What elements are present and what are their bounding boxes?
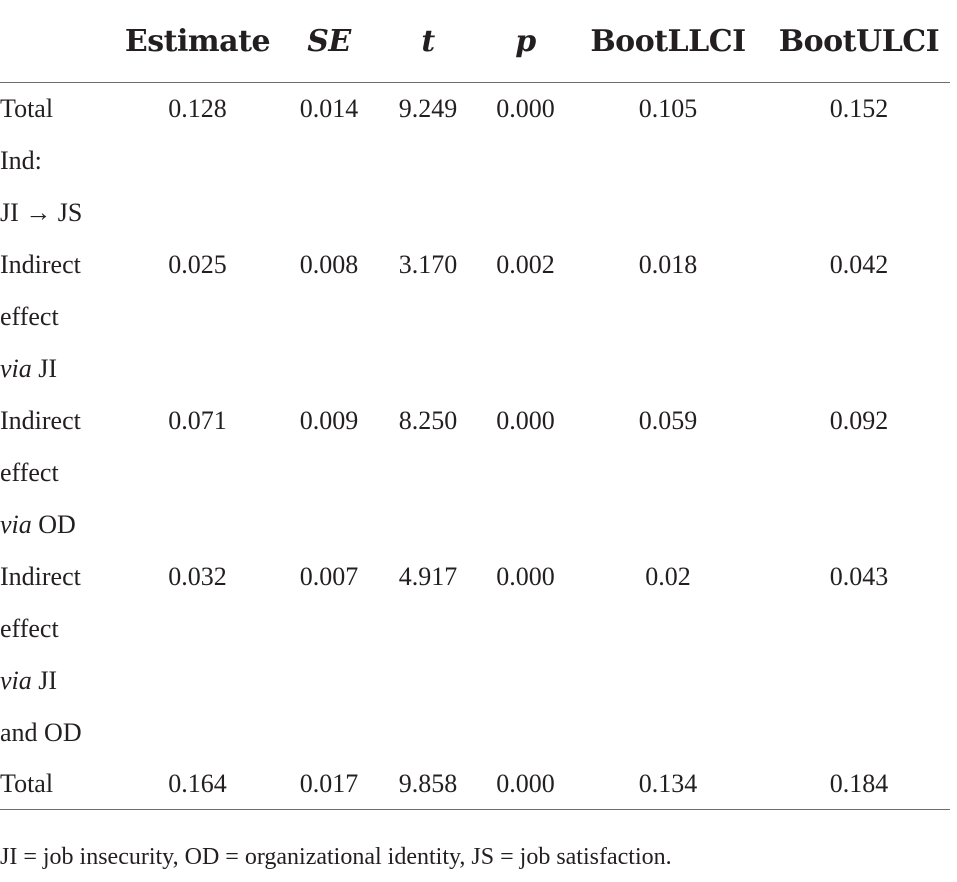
cell-bootulci: 0.043 — [829, 562, 889, 591]
cell-bootllci: 0.02 — [645, 562, 691, 591]
cell-estimate: 0.071 — [168, 406, 227, 435]
cell-estimate: 0.025 — [168, 250, 227, 279]
table-row — [0, 395, 950, 447]
table-row — [0, 499, 950, 551]
cell-t: 3.170 — [398, 250, 458, 279]
row-label: and OD — [0, 718, 82, 747]
cell-bootulci: 0.184 — [768, 759, 950, 810]
row-label — [0, 499, 110, 551]
row-label: effect — [0, 614, 59, 643]
cell-bootllci: 0.059 — [638, 406, 698, 435]
cell-t: 9.858 — [373, 759, 483, 810]
row-label: Indirect — [0, 562, 81, 591]
table-row — [0, 291, 950, 343]
row-label: Ind: — [0, 146, 42, 175]
cell-estimate: 0.164 — [110, 759, 285, 810]
row-label-italic: via — [0, 354, 32, 383]
cell-se: 0.009 — [299, 406, 359, 435]
cell-bootllci: 0.018 — [638, 250, 698, 279]
table-row — [0, 603, 950, 655]
cell-p: 0.000 — [496, 562, 555, 591]
row-label: Total — [0, 94, 54, 123]
row-label-rest: JI — [31, 354, 58, 383]
row-label-italic: via — [0, 510, 32, 539]
cell-t: 4.917 — [398, 562, 458, 591]
cell-se: 0.014 — [299, 94, 359, 123]
header-row — [0, 0, 950, 83]
table-row — [0, 135, 950, 187]
cell-bootllci: 0.105 — [638, 94, 698, 123]
row-label — [0, 655, 110, 707]
row-label: effect — [0, 458, 59, 487]
table-row — [0, 343, 950, 395]
row-label: Total — [0, 759, 110, 810]
row-label: JI → JS — [0, 198, 83, 227]
cell-p: 0.000 — [496, 406, 555, 435]
header-bootulci: BootULCI — [768, 0, 950, 83]
header-t: t — [373, 0, 483, 83]
row-label — [0, 343, 110, 395]
row-label: effect — [0, 302, 59, 331]
cell-bootllci: 0.134 — [568, 759, 768, 810]
header-label — [0, 0, 110, 83]
row-label-rest: OD — [31, 510, 76, 539]
cell-t: 9.249 — [398, 94, 458, 123]
cell-p: 0.000 — [496, 94, 555, 123]
table-row — [0, 187, 950, 239]
table-row — [0, 707, 950, 759]
table-row — [0, 83, 950, 136]
cell-p: 0.002 — [496, 250, 555, 279]
table-row — [0, 239, 950, 291]
cell-se: 0.017 — [285, 759, 373, 810]
row-label: Indirect — [0, 250, 81, 279]
table-row — [0, 759, 950, 810]
cell-estimate: 0.128 — [168, 94, 227, 123]
cell-p: 0.000 — [483, 759, 568, 810]
table-row — [0, 447, 950, 499]
header-p: p — [483, 0, 568, 83]
table-row — [0, 655, 950, 707]
cell-estimate: 0.032 — [168, 562, 227, 591]
row-label: Indirect — [0, 406, 81, 435]
cell-bootulci: 0.092 — [829, 406, 889, 435]
header-estimate: Estimate — [110, 0, 285, 83]
header-se: SE — [285, 0, 373, 83]
cell-se: 0.007 — [299, 562, 359, 591]
cell-bootulci: 0.042 — [829, 250, 889, 279]
cell-se: 0.008 — [299, 250, 359, 279]
cell-bootulci: 0.152 — [829, 94, 889, 123]
row-label-italic: via — [0, 666, 32, 695]
table-row — [0, 551, 950, 603]
row-label-rest: JI — [31, 666, 58, 695]
cell-t: 8.250 — [398, 406, 458, 435]
table-footnote: JI = job insecurity, OD = organizational identity, JS = job satisfaction. — [0, 844, 672, 870]
header-bootllci: BootLLCI — [568, 0, 768, 83]
